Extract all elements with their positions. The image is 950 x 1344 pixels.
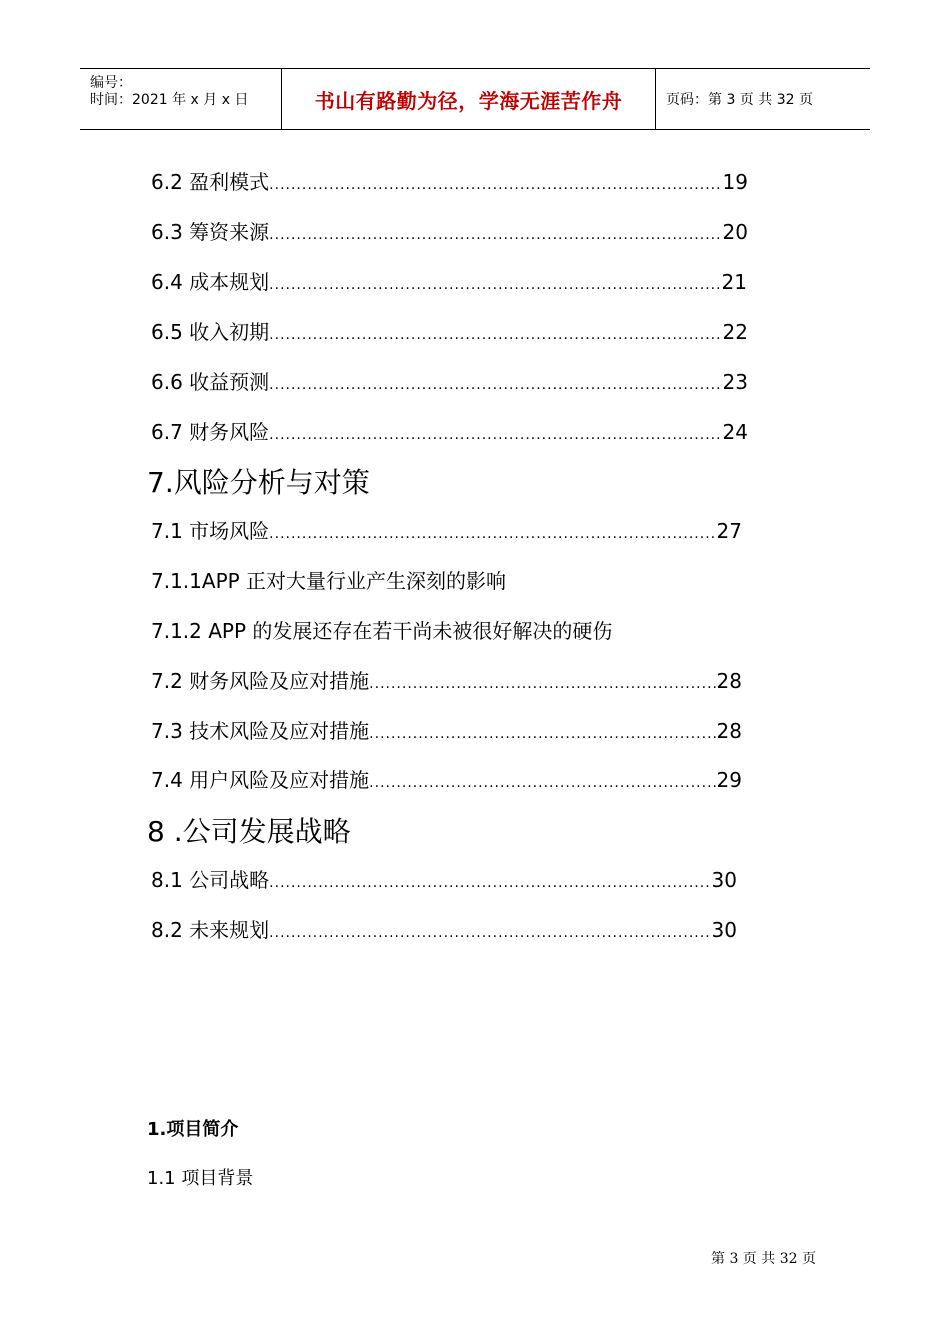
toc-page: 20 bbox=[722, 220, 748, 244]
toc-label: 6.7 财务风险 bbox=[151, 420, 270, 444]
toc-label: 7.4 用户风险及应对措施 bbox=[151, 768, 370, 792]
toc-entry[interactable] bbox=[151, 366, 748, 396]
toc-page: 30 bbox=[711, 918, 737, 942]
header-left-cell bbox=[80, 69, 280, 129]
toc-page: 24 bbox=[722, 420, 748, 444]
header-page-info: 页码：第 3 页 共 32 页 bbox=[666, 92, 813, 108]
section-subtitle: 1.1 项目背景 bbox=[147, 1168, 254, 1189]
toc-entry[interactable] bbox=[151, 764, 742, 794]
toc-leader bbox=[269, 177, 722, 193]
toc-heading-8[interactable]: 8 .公司发展战略 bbox=[147, 815, 351, 848]
toc-entry[interactable] bbox=[151, 715, 742, 745]
toc-page: 30 bbox=[711, 868, 737, 892]
toc-entry[interactable] bbox=[151, 316, 748, 346]
toc-label: 7.2 财务风险及应对措施 bbox=[151, 669, 370, 693]
toc-entry[interactable] bbox=[151, 914, 737, 944]
toc-page: 19 bbox=[722, 170, 748, 194]
header-right-cell bbox=[656, 69, 870, 129]
toc-entry[interactable] bbox=[151, 216, 748, 246]
toc-label: 6.2 盈利模式 bbox=[151, 170, 270, 194]
toc-leader bbox=[269, 327, 722, 343]
toc-leader bbox=[269, 377, 722, 393]
toc-leader bbox=[369, 775, 716, 791]
toc-leader bbox=[269, 925, 711, 941]
number-label: 编号： bbox=[90, 75, 132, 91]
page-header bbox=[80, 68, 870, 130]
toc-entry[interactable] bbox=[151, 166, 748, 196]
toc-page: 22 bbox=[722, 320, 748, 344]
toc-entry[interactable] bbox=[151, 266, 747, 296]
toc-leader bbox=[269, 227, 722, 243]
toc-label: 8.1 公司战略 bbox=[151, 868, 270, 892]
toc-heading-7[interactable]: 7.风险分析与对策 bbox=[147, 466, 370, 499]
time-label: 时间：2021 年 x 月 x 日 bbox=[90, 92, 249, 108]
toc-entry[interactable] bbox=[151, 665, 742, 695]
toc-leader bbox=[369, 676, 716, 692]
toc-subentry[interactable]: 7.1.2 APP 的发展还存在若干尚未被很好解决的硬伤 bbox=[151, 619, 613, 643]
toc-label: 6.5 收入初期 bbox=[151, 320, 270, 344]
toc-leader bbox=[369, 726, 716, 742]
toc-entry[interactable] bbox=[151, 864, 737, 894]
toc-subentry[interactable]: 7.1.1APP 正对大量行业产生深刻的影响 bbox=[151, 569, 507, 593]
toc-page: 29 bbox=[716, 768, 742, 792]
toc-label: 8.2 未来规划 bbox=[151, 918, 270, 942]
toc-entry[interactable] bbox=[151, 515, 742, 545]
toc-label: 6.4 成本规划 bbox=[151, 270, 270, 294]
toc-leader bbox=[269, 427, 722, 443]
motto: 书山有路勤为径，学海无涯苦作舟 bbox=[314, 88, 623, 113]
toc-leader bbox=[269, 526, 716, 542]
toc-label: 6.6 收益预测 bbox=[151, 370, 270, 394]
toc-label: 6.3 筹资来源 bbox=[151, 220, 270, 244]
toc-label: 7.1 市场风险 bbox=[151, 519, 270, 543]
toc-entry[interactable] bbox=[151, 416, 748, 446]
toc-page: 27 bbox=[716, 519, 742, 543]
header-motto-cell bbox=[281, 69, 656, 129]
toc-page: 21 bbox=[721, 270, 747, 294]
toc-leader bbox=[269, 277, 721, 293]
toc-page: 28 bbox=[716, 669, 742, 693]
toc-page: 28 bbox=[716, 719, 742, 743]
page-footer: 第 3 页 共 32 页 bbox=[711, 1251, 816, 1267]
toc-label: 7.3 技术风险及应对措施 bbox=[151, 719, 370, 743]
toc-leader bbox=[269, 875, 711, 891]
toc-page: 23 bbox=[722, 370, 748, 394]
section-title: 1.项目简介 bbox=[147, 1119, 239, 1140]
